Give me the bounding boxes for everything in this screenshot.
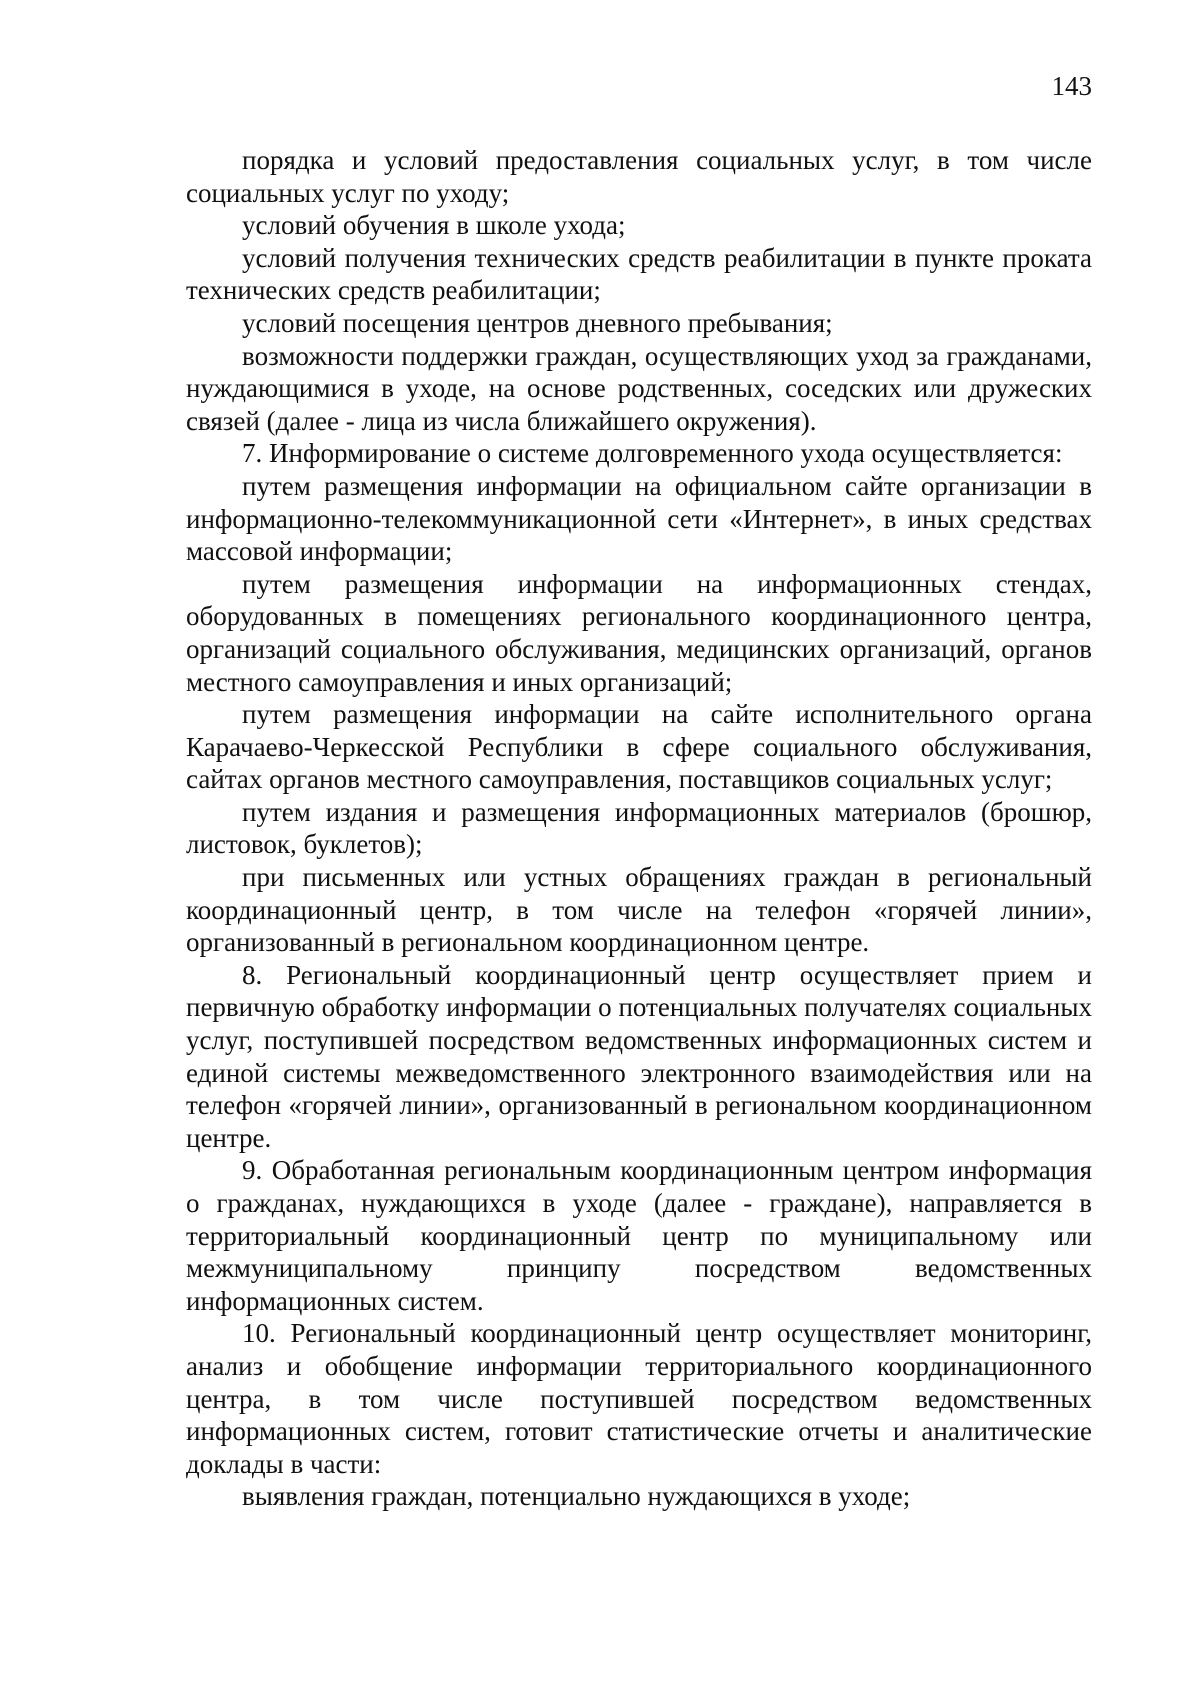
document-body: [186, 144, 1092, 1513]
paragraph: порядка и условий предоставления социальных услуг, в том числе социальных услуг по уходу;: [186, 145, 1092, 208]
paragraph: условий получения технических средств реабилитации в пункте проката технических средств реабилитации;: [186, 242, 1092, 306]
paragraph: при письменных или устных обращениях граждан в региональный координационный центр, в том числе на телефон «горячей линии», организованный в региональном координационном центре.: [186, 862, 1092, 958]
paragraph: условий посещения центров дневного пребывания;: [242, 307, 833, 338]
paragraph-item-7: 7. Информирование о системе долговременного ухода осуществляется:: [242, 438, 1063, 469]
page-number: 143: [1051, 71, 1092, 101]
paragraph: путем издания и размещения информационных материалов (брошюр, листовок, буклетов);: [186, 796, 1092, 860]
paragraph: путем размещения информации на сайте исполнительного органа Карачаево-Черкесской Республики в сфере социального обслуживания, сайтах органов местного самоуправления, поставщиков социальных услуг;: [186, 699, 1092, 795]
paragraph-item-9: 9. Обработанная региональным координационным центром информация о гражданах, нуждающихся в уходе (далее - граждане), направляется в территориальный координационный центр по муниципальному или межмуниципальному принципу посредством ведомственных информационных систем.: [186, 1155, 1092, 1316]
paragraph-item-8: 8. Региональный координационный центр осуществляет прием и первичную обработку информации о потенциальных получателях социальных услуг, поступившей посредством ведомственных информационных систем и единой системы межведомственного электронного взаимодействия или на телефон «горячей линии», организованный в региональном координационном центре.: [186, 959, 1092, 1153]
paragraph: условий обучения в школе ухода;: [242, 210, 626, 241]
paragraph: путем размещения информации на официальном сайте организации в информационно-телекоммуникационной сети «Интернет», в иных средствах массовой информации;: [186, 470, 1092, 567]
paragraph: путем размещения информации на информационных стендах, оборудованных в помещениях регионального координационного центра, организаций социального обслуживания, медицинских организаций, органов местного самоуправления и иных организаций;: [186, 568, 1092, 697]
paragraph: выявления граждан, потенциально нуждающихся в уходе;: [242, 1481, 911, 1512]
paragraph-item-10: 10. Региональный координационный центр осуществляет мониторинг, анализ и обобщение информации территориального координационного центра, в том числе поступившей посредством ведомственных информационных систем, готовит статистические отчеты и аналитические доклады в части:: [186, 1318, 1092, 1479]
paragraph: возможности поддержки граждан, осуществляющих уход за гражданами, нуждающимися в уходе, на основе родственных, соседских или дружеских связей (далее - лица из числа ближайшего окружения).: [186, 340, 1092, 436]
